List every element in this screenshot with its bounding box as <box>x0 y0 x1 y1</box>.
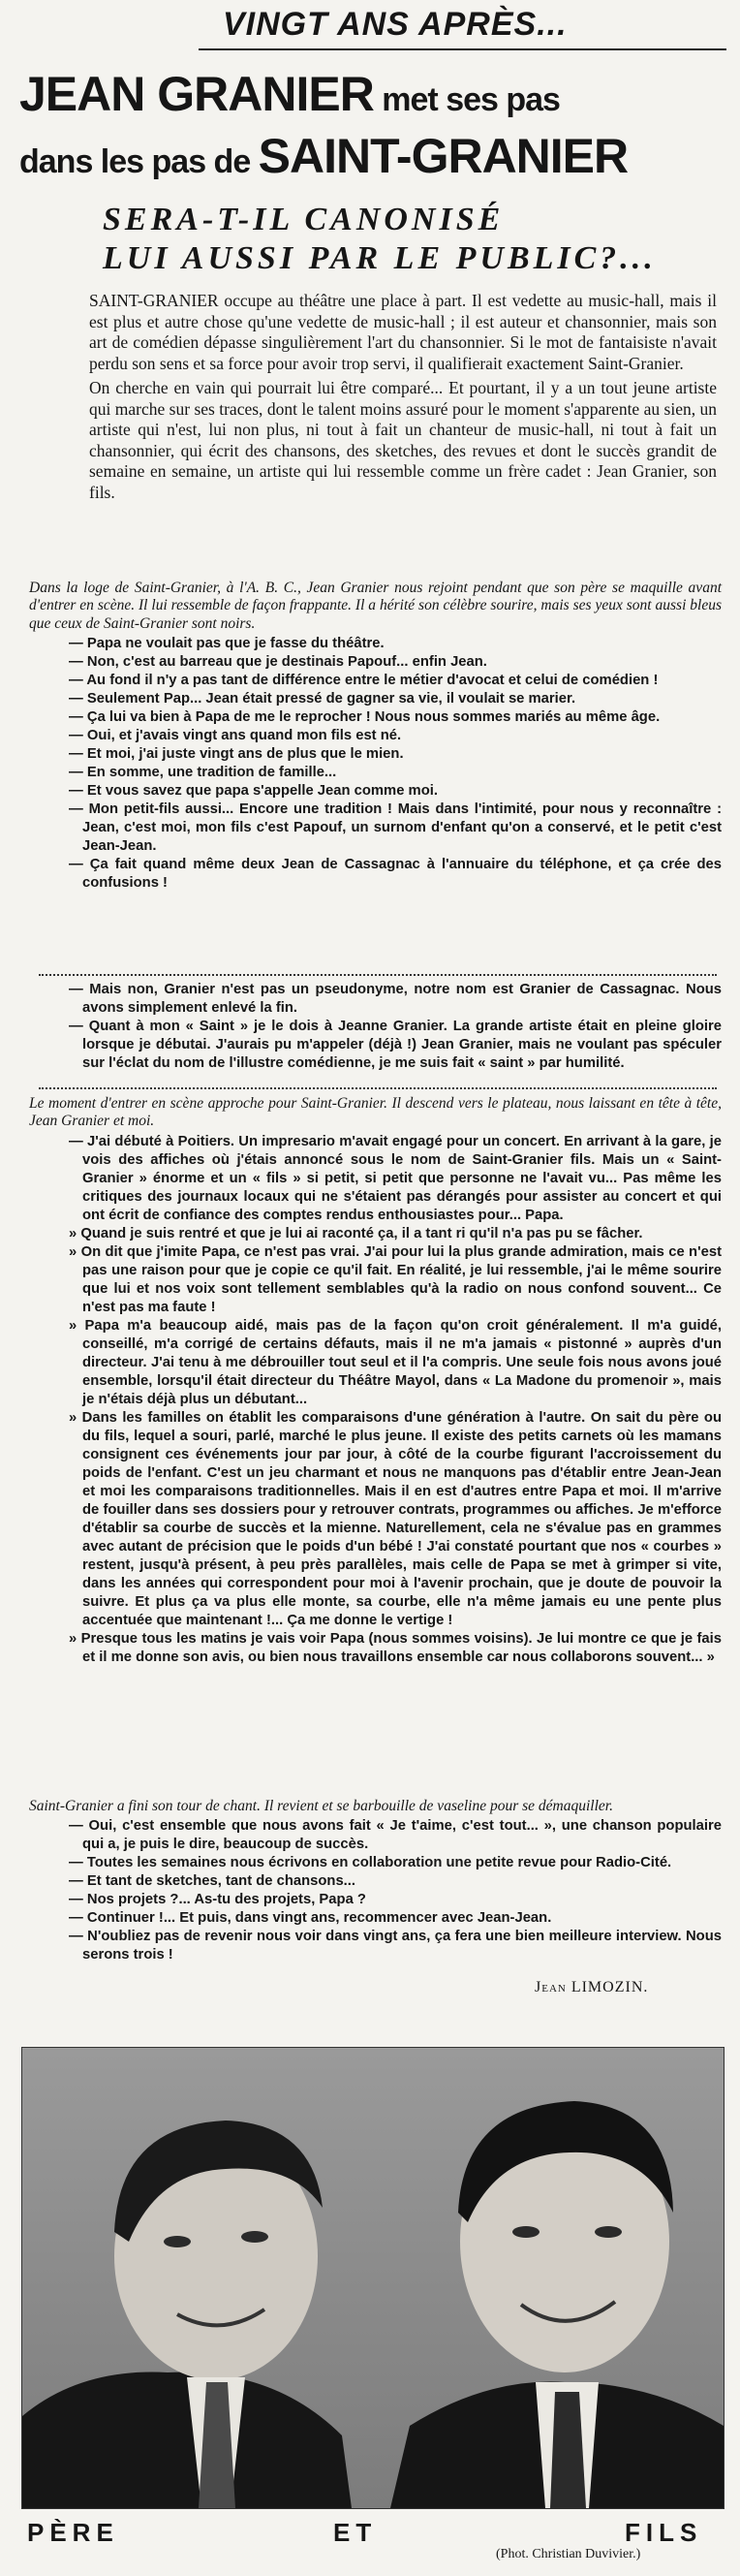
dialogue-line: — Continuer !... Et puis, dans vingt ans, recommencer avec Jean-Jean. <box>69 1910 552 1927</box>
dialogue-line: — Et moi, j'ai juste vingt ans de plus que le mien. <box>69 745 404 762</box>
section-son-interview <box>29 1095 722 1667</box>
dialogue-line: — Quant à mon « Saint » je le dois à Jeanne Granier. La grande artiste était en pleine gloire lorsque je débutai. J'aurais pu m'appeler (déjà !) Jean Granier, mais ne voulant pas spéculer sur l'éclat du nom de l'illustre comédienne, je me suis fait « saint » par humilité. <box>69 1019 722 1071</box>
dialogue-line: — Seulement Pap... Jean était pressé de gagner sa vie, il voulait se marier. <box>69 690 576 707</box>
dialogue-line: — Mon petit-fils aussi... Encore une tradition ! Mais dans l'intimité, pour nous y reconnaître : Jean, c'est moi, mon fils c'est Papouf, un surnom d'enfant qu'on a conservé, et le petit c'est Jean-Jean. <box>69 801 722 854</box>
dialogue-line: — Et tant de sketches, tant de chansons... <box>69 1873 356 1890</box>
photo-credit: (Phot. Christian Duvivier.) <box>496 2547 641 2561</box>
section-closing <box>29 1798 722 1964</box>
stage-note: Le moment d'entrer en scène approche pour Saint-Granier. Il descend vers le plateau, nous laissant en tête à tête, Jean Granier et moi. <box>29 1095 722 1130</box>
dialogue-line: » On dit que j'imite Papa, ce n'est pas vrai. J'ai pour lui la plus grande admiration, mais ce n'est pas une raison pour que je copie ce qu'il fait. En réalité, je lui ressemble, j'ai le même sourire que lui et nos voix sont tellement semblables qu'à la radio on nous confond souvent... Ce n'est pas ma faute ! <box>69 1243 722 1315</box>
caption-middle: ET <box>333 2518 378 2547</box>
dialogue-line: — Oui, et j'avais vingt ans quand mon fils est né. <box>69 727 402 743</box>
dialogue-line: » Dans les familles on établit les comparaisons d'une génération à l'autre. On sait du père ou du fils, lequel a souri, parlé, marché le plus jeune. Il existe des petits carnets où les mamans consignent ces événements jour par jour, à côté de la courbe figurant l'accroissement du poids de l'enfant. C'est un jeu charmant et nous ne manquons pas d'établir entre Jean-Jean et moi les comparaisons traditionnelles. Mais il en est d'autres entre Papa et moi. Il m'arrive de fouiller dans ses dossiers pour y retrouver contrats, programmes ou affiches. Je m'efforce d'établir sa courbe de succès et la mienne. Naturellement, cela ne s'évalue pas en grammes avec autant de précision que le poids d'un bébé ! J'ai constaté pourtant que nos « courbes » restent, jusqu'à présent, à peu près parallèles, mais celle de Papa se met à grimper si vite, dans les années qui correspondent pour moi à l'avenir prochain, que je doute de pouvoir la suivre. Et plus ça va plus elle monte, sa courbe, elle n'a même jamais eu une pente plus accentuée que maintenant !... Ça me donne le vertige ! <box>69 1409 722 1628</box>
dialogue-line: — Oui, c'est ensemble que nous avons fait « Je t'aime, c'est tout... », une chanson populaire qui a, je puis le dire, beaucoup de succès. <box>69 1818 722 1853</box>
father-son-photo <box>21 2047 725 2509</box>
headline-rest-1: met ses pas <box>373 81 560 118</box>
dialogue-line: — N'oubliez pas de revenir nous voir dans vingt ans, ça fera une bien meilleure interview. Nous serons trois ! <box>69 1929 722 1963</box>
caption-right: FILS <box>625 2518 703 2547</box>
dialogue-line: — Papa ne voulait pas que je fasse du théâtre. <box>69 635 385 651</box>
author-signature: Jean LIMOZIN. <box>535 1979 649 1995</box>
subheadline-1: SERA-T-IL CANONISÉ <box>103 202 505 237</box>
headline-name-2: SAINT-GRANIER <box>258 129 629 183</box>
section-name-origin <box>29 981 722 1073</box>
dialogue-line: — Mais non, Granier n'est pas un pseudonyme, notre nom est Granier de Cassagnac. Nous avons simplement enlevé la fin. <box>69 982 722 1016</box>
intro-paragraph: SAINT-GRANIER occupe au théâtre une place à part. Il est vedette au music-hall, mais il est plus et autre chose qu'une vedette de music-hall ; il est auteur et chansonnier, mais son art de comédien dépasse singulièrement l'art du chansonnier. Si le mot de fantaisiste n'avait perdu son sens et sa force pour avoir trop servi, il qualifierait exactement Saint-Granier. <box>89 291 717 373</box>
kicker-rule <box>199 48 726 50</box>
dialogue-line: — En somme, une tradition de famille... <box>69 764 337 780</box>
dialogue-line: — Ça lui va bien à Papa de me le reprocher ! Nous nous sommes mariés au même âge. <box>69 708 661 725</box>
dotted-divider <box>39 1087 717 1089</box>
headline-line-1 <box>19 66 726 122</box>
headline-name-1: JEAN GRANIER <box>19 67 374 121</box>
headline-lead-2: dans les pas de <box>19 143 259 180</box>
intro <box>89 291 717 507</box>
dialogue-line: » Papa m'a beaucoup aidé, mais pas de la façon qu'on croit généralement. Il m'a guidé, conseillé, m'a corrigé de certains défauts, mais il ne m'a jamais « pistonné » auprès d'un directeur. J'ai tenu à me débrouiller tout seul et il l'a compris. Une seule fois nous avons joué ensemble, lorsqu'il était directeur du Théâtre Mayol, dans « La Madone du promenoir », mais je n'étais déjà plus un débutant... <box>69 1317 722 1407</box>
kicker: VINGT ANS APRÈS... <box>223 6 568 43</box>
intro-paragraph: On cherche en vain qui pourrait lui être comparé... Et pourtant, il y a un tout jeune artiste qui marche sur ses traces, dont le talent moins assuré pour le moment s'apparente au sien, un artiste qui n'est, lui non plus, ni tout à fait un chanteur de music-hall, ni tout à fait un chansonnier, qui écrit des chansons, des sketches, des revues et dont le succès grandit de semaine en semaine, un artiste qui lui ressemble comme un frère cadet : Jean Granier, son fils. <box>89 378 717 502</box>
subheadline-2: LUI AUSSI PAR LE PUBLIC?... <box>103 240 657 276</box>
section-dressing-room <box>29 580 722 893</box>
dialogue-line: — Non, c'est au barreau que je destinais Papouf... enfin Jean. <box>69 653 487 670</box>
dialogue-line: — Ça fait quand même deux Jean de Cassagnac à l'annuaire du téléphone, et ça crée des confusions ! <box>69 856 722 891</box>
headline-line-2 <box>19 128 726 184</box>
dialogue-line: — Et vous savez que papa s'appelle Jean comme moi. <box>69 782 438 799</box>
photo-illustration <box>22 2048 724 2508</box>
stage-note: Dans la loge de Saint-Granier, à l'A. B. C., Jean Granier nous rejoint pendant que son père se maquille avant d'entrer en scène. Il lui ressemble de façon frappante. Il a hérité son célèbre sourire, mais ses yeux sont aussi bleus que ceux de Saint-Granier sont noirs. <box>29 580 722 632</box>
dialogue-line: — Toutes les semaines nous écrivons en collaboration une petite revue pour Radio-Cité. <box>69 1855 672 1871</box>
dialogue-line: — J'ai débuté à Poitiers. Un impresario m'avait engagé pour un concert. En arrivant à la gare, je vois des affiches où j'étais annoncé sous le nom de Saint-Granier fils. Mais un « Saint-Granier » énorme et un « fils » si petit, si petit que personne ne l'avait vu... Pas même les critiques des journaux locaux qui ne s'étaient pas dérangés pour assister au concert et qui ont écrit de confiance des comptes rendus enthousiastes pour... Papa. <box>69 1133 722 1223</box>
dialogue-line: » Presque tous les matins je vais voir Papa (nous sommes voisins). Je lui montre ce que je fais et il me donne son avis, ou bien nous travaillons ensemble car nous collaborons souvent... » <box>69 1630 722 1665</box>
stage-note: Saint-Granier a fini son tour de chant. Il revient et se barbouille de vaseline pour se démaquiller. <box>29 1798 613 1814</box>
caption-left: PÈRE <box>27 2518 119 2547</box>
dotted-divider <box>39 974 717 976</box>
dialogue-line: — Nos projets ?... As-tu des projets, Papa ? <box>69 1892 366 1908</box>
dialogue-line: » Quand je suis rentré et que je lui ai raconté ça, il a tant ri qu'il n'a pas pu se fâcher. <box>69 1225 643 1241</box>
dialogue-line: — Au fond il n'y a pas tant de différence entre le métier d'avocat et celui de comédien ! <box>69 672 659 688</box>
